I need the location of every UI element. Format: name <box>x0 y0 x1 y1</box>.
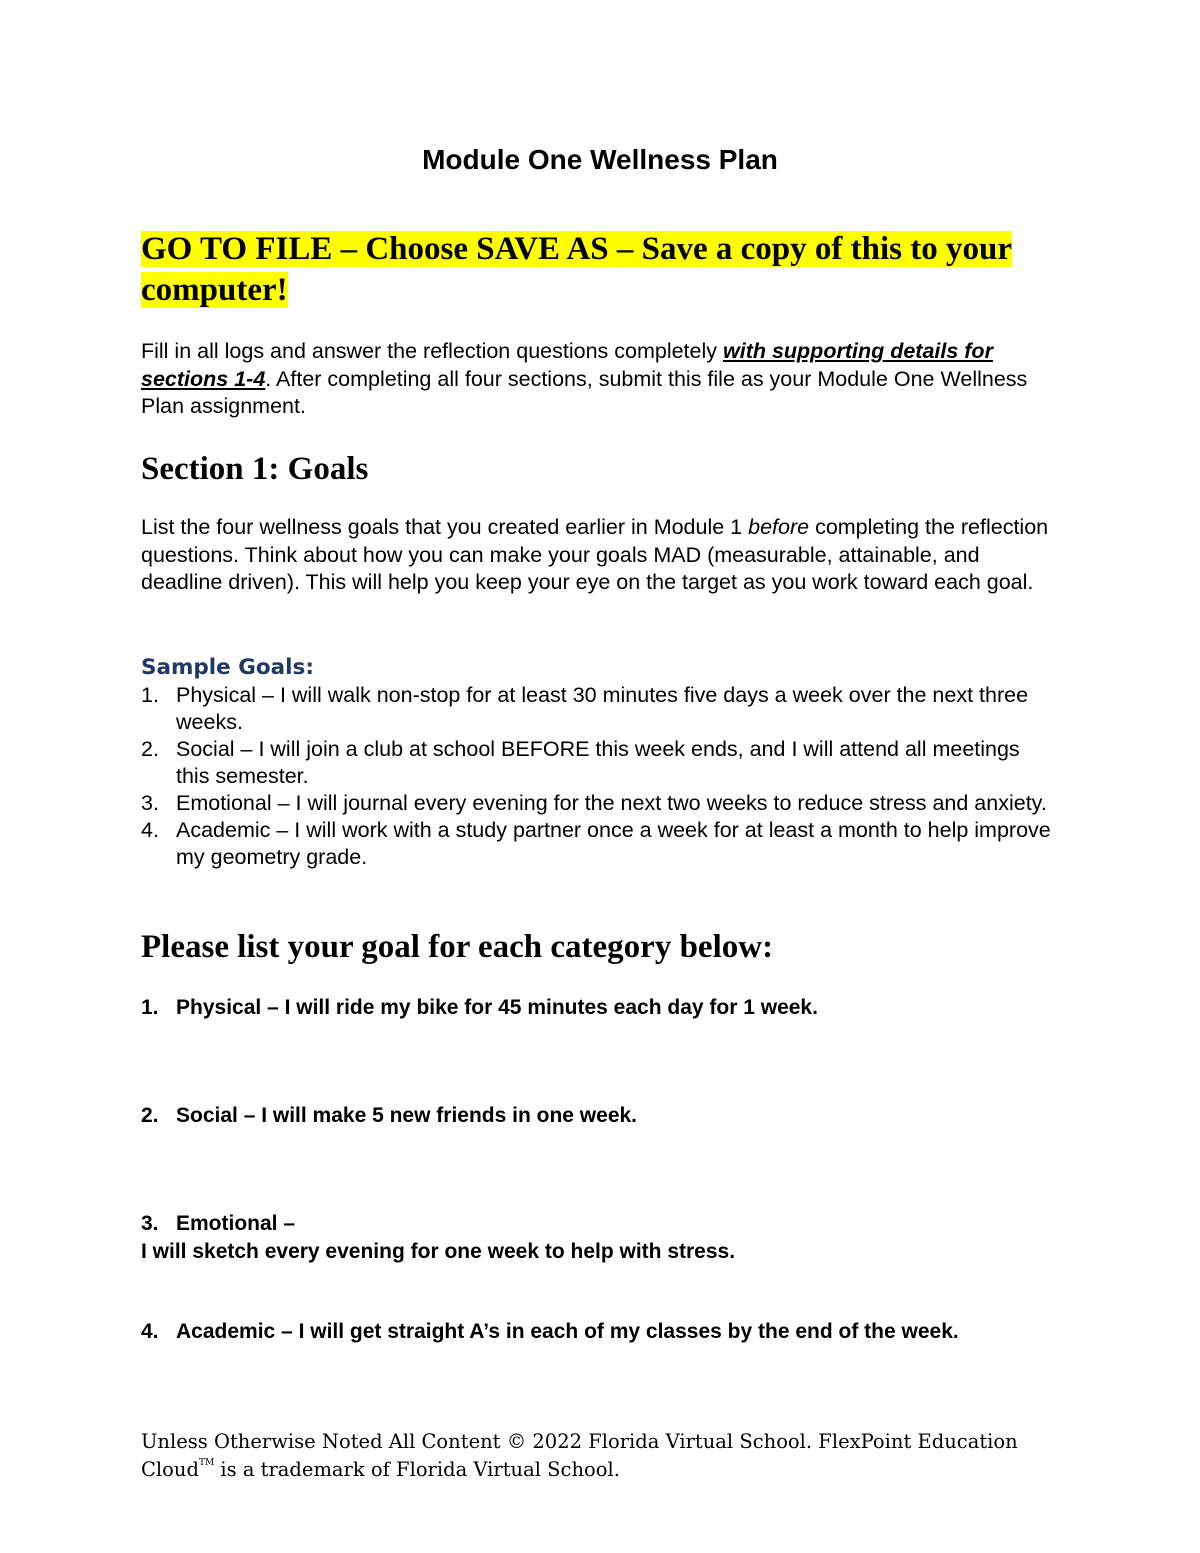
footer-text-end: is a trademark of Florida Virtual School. <box>214 1457 620 1481</box>
intro-text-end: . After completing all four sections, submit this file as your Module One Wellness Plan assignment. <box>141 366 1028 418</box>
goal-text[interactable]: Physical – I will ride my bike for 45 minutes each day for 1 week. <box>176 996 818 1019</box>
list-item <box>141 736 1056 790</box>
goal-academic[interactable] <box>141 1318 1061 1346</box>
list-item <box>141 817 1056 871</box>
list-item-number: 2. <box>141 737 159 761</box>
list-item-number: 1. <box>141 683 159 707</box>
goal-text[interactable]: Social – I will make 5 new friends in one week. <box>176 1104 638 1127</box>
your-goals-heading: Please list your goal for each category below: <box>141 929 774 965</box>
section-1-description <box>141 514 1056 597</box>
intro-text-start: Fill in all logs and answer the reflection questions completely <box>141 339 723 363</box>
copyright-footer <box>141 1428 1041 1483</box>
goal-text[interactable]: Emotional – <box>176 1212 296 1235</box>
goal-emotional[interactable] <box>141 1210 1061 1238</box>
goal-emotional-answer[interactable]: I will sketch every evening for one week to help with stress. <box>141 1240 736 1263</box>
save-instruction <box>141 229 1061 311</box>
document-page <box>141 0 1061 1553</box>
intro-emphasis: with supporting details for sections 1-4 <box>141 339 993 391</box>
footer-text-start: Unless Otherwise Noted All Content © 2022 Florida Virtual School. FlexPoint Education Cloud <box>141 1430 1018 1481</box>
sample-goals-list <box>141 682 1056 871</box>
save-instruction-highlight: GO TO FILE – Choose SAVE AS – Save a copy of this to your computer! <box>141 231 1012 308</box>
section-1-desc-italic: before <box>748 515 810 539</box>
list-item-number: 3. <box>141 791 159 815</box>
section-1-heading: Section 1: Goals <box>141 451 369 487</box>
sample-goals-heading: Sample Goals: <box>141 655 314 680</box>
document-title: Module One Wellness Plan <box>422 144 778 175</box>
goal-text[interactable]: Academic – I will get straight A’s in each of my classes by the end of the week. <box>176 1320 959 1343</box>
goal-number: 4. <box>141 1320 159 1343</box>
goal-number: 2. <box>141 1104 159 1127</box>
section-1-desc-start: List the four wellness goals that you created earlier in Module 1 <box>141 515 749 539</box>
list-item-text: Physical – I will walk non-stop for at least 30 minutes five days a week over the next three weeks. <box>176 683 1029 734</box>
list-item-text: Social – I will join a club at school BEFORE this week ends, and I will attend all meetings this semester. <box>176 737 1020 788</box>
list-item <box>141 790 1056 817</box>
goal-social[interactable] <box>141 1102 1061 1130</box>
list-item <box>141 682 1056 736</box>
trademark-mark: TM <box>198 1457 215 1468</box>
section-1-desc-end: completing the reflection questions. Think about how you can make your goals MAD (measurable, attainable, and deadline driven). This will help you keep your eye on the target as you work toward each goal. <box>141 515 1049 594</box>
goal-number: 1. <box>141 996 159 1019</box>
intro-paragraph <box>141 338 1056 421</box>
list-item-text: Academic – I will work with a study partner once a week for at least a month to help improve my geometry grade. <box>176 818 1051 869</box>
list-item-text: Emotional – I will journal every evening for the next two weeks to reduce stress and anxiety. <box>176 791 1047 815</box>
goal-number: 3. <box>141 1212 159 1235</box>
goal-physical[interactable] <box>141 994 1061 1022</box>
list-item-number: 4. <box>141 818 159 842</box>
